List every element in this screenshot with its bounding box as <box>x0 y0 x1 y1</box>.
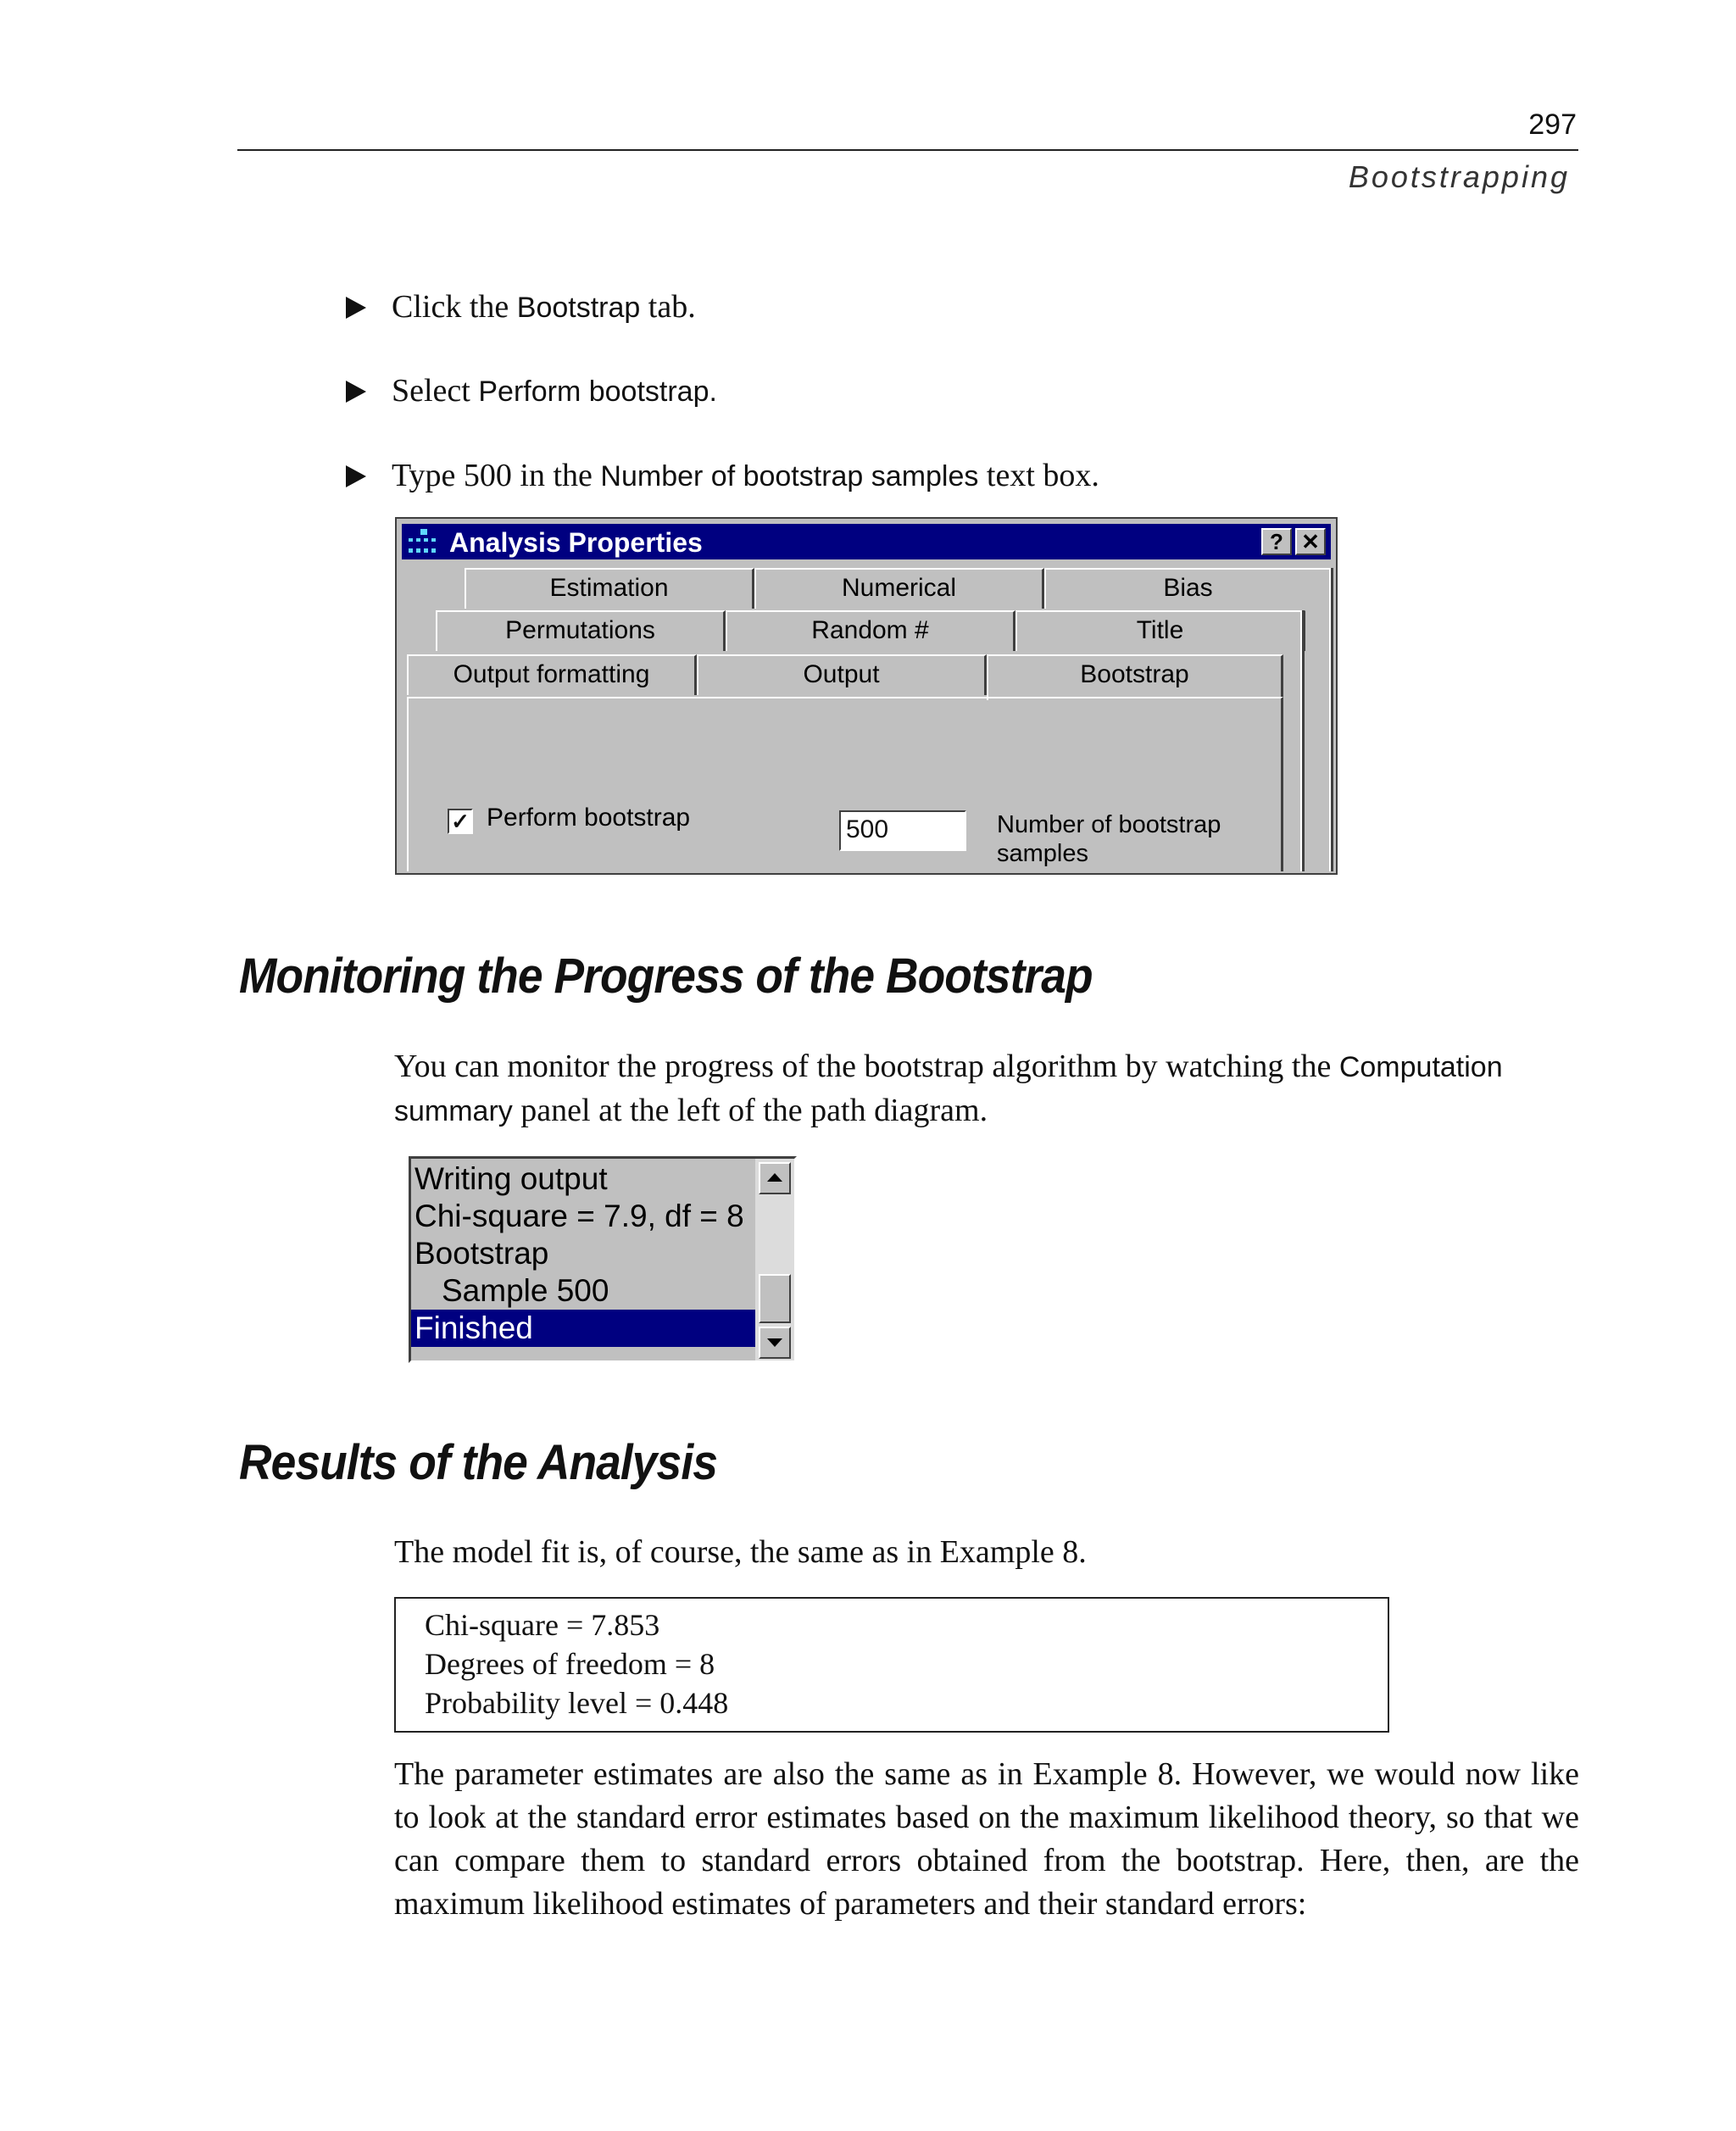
perform-bootstrap-label[interactable]: Perform bootstrap <box>487 804 691 832</box>
tab-stack-edge <box>1300 610 1305 871</box>
tab-stack-edge <box>1329 568 1333 871</box>
scroll-up-button[interactable] <box>759 1162 791 1194</box>
bullet-arrow-icon <box>346 381 366 403</box>
scroll-thumb[interactable] <box>759 1274 791 1323</box>
fit-degrees-of-freedom: Degrees of freedom = 8 <box>425 1647 715 1681</box>
computation-summary-panel <box>409 1156 797 1363</box>
fit-chi-square: Chi-square = 7.853 <box>425 1608 660 1642</box>
monitoring-paragraph <box>394 1045 1581 1133</box>
results-intro: The model fit is, of course, the same as in Example 8. <box>394 1534 1087 1570</box>
dialog-title: Analysis Properties <box>449 527 703 558</box>
perform-bootstrap-checkbox[interactable]: ✓ <box>448 809 473 834</box>
summary-line: Bootstrap <box>415 1236 549 1271</box>
arrow-up-icon <box>767 1173 782 1182</box>
paragraph-text: panel at the left of the path diagram. <box>512 1093 988 1128</box>
step-text: Type 500 in the <box>392 458 601 493</box>
section-heading-results: Results of the Analysis <box>239 1435 717 1490</box>
bullet-arrow-icon <box>346 297 366 319</box>
bullet-arrow-icon <box>346 465 366 487</box>
tab-permutations[interactable]: Permutations <box>436 610 726 651</box>
tab-estimation[interactable]: Estimation <box>465 568 754 609</box>
app-icon <box>407 528 441 557</box>
tab-bootstrap[interactable]: Bootstrap <box>987 654 1283 700</box>
step-select-perform-bootstrap <box>346 372 717 409</box>
fit-probability-level: Probability level = 0.448 <box>425 1686 729 1720</box>
running-head: Bootstrapping <box>1348 159 1570 194</box>
step-text: Select <box>392 373 479 409</box>
tab-title[interactable]: Title <box>1015 610 1305 651</box>
bootstrap-samples-input[interactable]: 500 <box>839 810 966 851</box>
step-ui-term: Number of bootstrap samples <box>600 460 979 492</box>
step-ui-term: Perform bootstrap. <box>478 376 717 408</box>
bootstrap-samples-label: Number of bootstrap samples <box>997 811 1221 867</box>
summary-line: Writing output <box>415 1161 608 1196</box>
section-heading-monitoring: Monitoring the Progress of the Bootstrap <box>239 949 1093 1004</box>
step-click-bootstrap-tab <box>346 288 696 325</box>
arrow-down-icon <box>767 1338 782 1347</box>
analysis-properties-dialog <box>395 517 1338 875</box>
tab-numerical[interactable]: Numerical <box>754 568 1044 609</box>
summary-line: Sample 500 <box>442 1273 609 1308</box>
page-number: 297 <box>1528 108 1577 141</box>
paragraph-ui-term: Computation summary <box>394 1051 1503 1127</box>
close-icon[interactable]: ✕ <box>1295 528 1326 555</box>
tab-output[interactable]: Output <box>697 654 987 695</box>
step-text: Click the <box>392 289 517 325</box>
summary-line: Chi-square = 7.9, df = 8 <box>415 1199 744 1233</box>
step-type-500 <box>346 457 1099 494</box>
tab-output-formatting[interactable]: Output formatting <box>407 654 697 695</box>
paragraph-text: You can monitor the progress of the bootstrap algorithm by watching the <box>394 1049 1339 1084</box>
step-ui-term: Bootstrap <box>516 292 641 324</box>
dialog-title-bar[interactable] <box>402 524 1331 559</box>
scroll-down-button[interactable] <box>759 1327 791 1359</box>
step-text: text box. <box>978 458 1099 493</box>
tab-bias[interactable]: Bias <box>1044 568 1333 609</box>
header-rule <box>237 149 1578 151</box>
step-text: tab. <box>640 289 696 325</box>
summary-scrollbar[interactable] <box>755 1159 794 1360</box>
tab-random[interactable]: Random # <box>726 610 1015 651</box>
summary-line-selected: Finished <box>411 1310 755 1347</box>
results-paragraph: The parameter estimates are also the same as in Example 8. However, we would now like to look at the standard error estimates based on the maximum likelihood theory, so that we can compare them to standard errors obtained from the bootstrap. Here, then, are the maximum likelihood estimates of parameters and their standard errors: <box>394 1756 1579 1922</box>
model-fit-box <box>394 1597 1389 1733</box>
help-button[interactable]: ? <box>1261 528 1292 555</box>
